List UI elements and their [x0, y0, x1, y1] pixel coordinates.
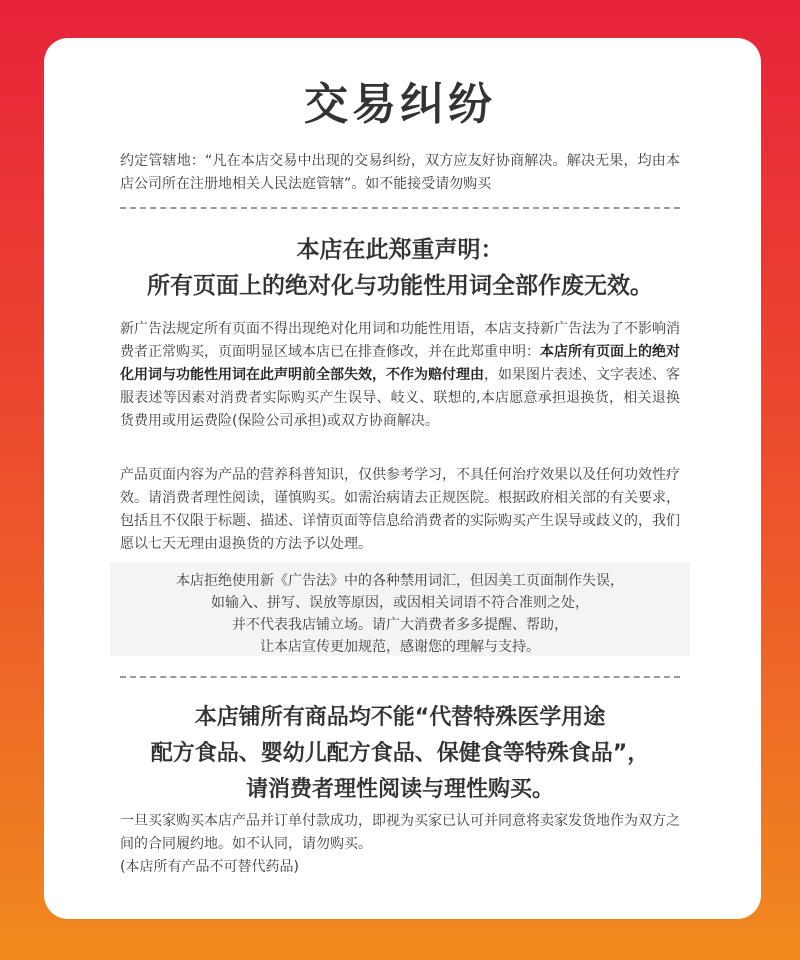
special-food-heading — [0, 700, 800, 808]
ad-law-text-3: ，如果图片表述、文字表述、客服表述等因素对消费者实际购买产生误导、岐义、联想的,本店愿意承担退换货，相关退换货费用或用运费险(保险公司承担)或双方协商解决。 — [120, 367, 680, 429]
jurisdiction-paragraph: 约定管辖地：“凡在本店交易中出现的交易纠纷，双方应友好协商解决。解决无果，均由本店公司所在注册地相关人民法庭管辖”。如不能接受请勿购买 — [120, 153, 680, 192]
statement-heading — [0, 232, 800, 304]
purchase-text: 一旦买家购买本店产品并订单付款成功，即视为买家已认可并同意将卖家发货地作为双方之间的合同履约地。如不认同，请勿购买。 — [120, 813, 680, 852]
special-food-line-3: 请消费者理性阅读与理性购买。 — [245, 777, 554, 802]
statement-line-2: 所有页面上的绝对化与功能性用词全部作废无效。 — [147, 273, 653, 299]
special-food-line-2: 配方食品、婴幼儿配方食品、保健食等特殊食品”， — [150, 741, 650, 766]
page-title: 交易纠纷 — [304, 79, 496, 130]
purchase-note: (本店所有产品不可替代药品) — [120, 859, 299, 875]
refusal-line-4: 让本店宣传更加规范，感谢您的理解与支持。 — [260, 639, 540, 655]
refusal-line-2: 如输入、拼写、误放等原因，或因相关词语不符合准则之处， — [211, 595, 589, 611]
dashed-divider — [120, 207, 680, 209]
statement-line-1: 本店在此郑重声明： — [296, 237, 504, 263]
refusal-line-3: 并不代表我店铺立场。请广大消费者多多提醒、帮助， — [232, 617, 568, 633]
ad-law-text-1: 新广告法规定所有页面不得出现绝对化用词和功能性用语，本店支持新广告法为了不影响消费者正常购买，页面明显区域本店已在排查修改，并在此郑重申明： — [120, 321, 680, 360]
special-food-line-1: 本店铺所有商品均不能“代替特殊医学用途 — [194, 705, 606, 730]
product-info-paragraph: 产品页面内容为产品的营养科普知识，仅供参考学习，不具任何治疗效果以及任何功效性疗效。请消费者理性阅读，谨慎购买。如需治病请去正规医院。根据政府相关部的有关要求，包括且不仅限于标题、描述、详情页面等信息给消费者的实际购买产生误导或歧义的，我们愿以七天无理由退换货的方法予以处理。 — [120, 467, 680, 552]
ad-law-bold-text: 本店所有页面上的绝对化用词与功能性用词在此声明前全部失效，不作为赔付理由 — [120, 344, 680, 383]
refusal-notice — [110, 562, 690, 656]
dashed-divider — [120, 676, 680, 678]
ad-law-paragraph — [120, 318, 680, 433]
purchase-paragraph — [120, 810, 680, 879]
refusal-line-1: 本店拒绝使用新《广告法》中的各种禁用词汇，但因美工页面制作失误， — [176, 573, 624, 589]
